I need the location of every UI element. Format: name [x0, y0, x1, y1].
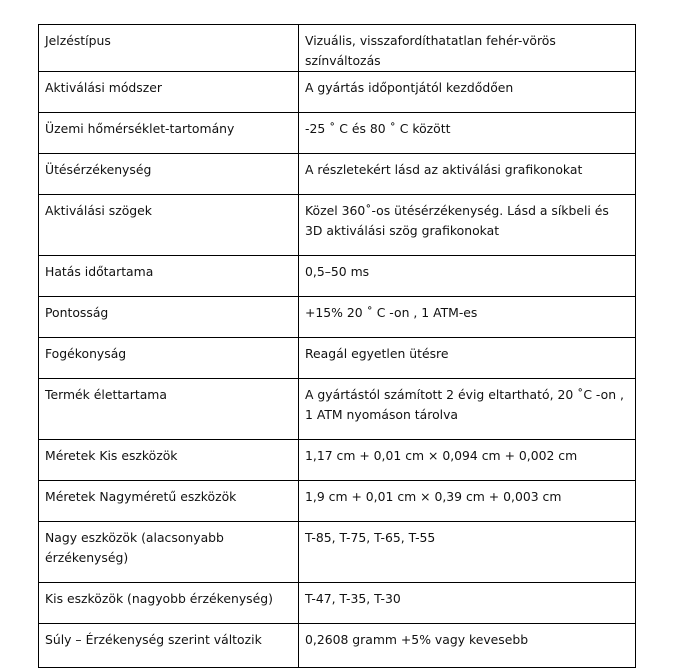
table-row	[39, 113, 636, 154]
table-row	[39, 297, 636, 338]
row-value: 0,5–50 ms	[299, 256, 636, 297]
row-label: Súly – Érzékenység szerint változik	[39, 624, 299, 668]
row-value: A gyártástól számított 2 évig eltartható, 20 ˚C -on , 1 ATM nyomáson tárolva	[299, 379, 636, 440]
row-value: Vizuális, visszafordíthatatlan fehér-vörös színváltozás	[299, 25, 636, 72]
row-label: Méretek Nagyméretű eszközök	[39, 481, 299, 522]
table-row	[39, 195, 636, 256]
row-label: Méretek Kis eszközök	[39, 440, 299, 481]
row-label: Ütésérzékenység	[39, 154, 299, 195]
table-row	[39, 72, 636, 113]
row-value: T-47, T-35, T-30	[299, 583, 636, 624]
row-label: Hatás időtartama	[39, 256, 299, 297]
table-row	[39, 440, 636, 481]
row-label: Jelzéstípus	[39, 25, 299, 72]
row-label: Termék élettartama	[39, 379, 299, 440]
row-label: Pontosság	[39, 297, 299, 338]
row-value: +15% 20 ˚ C -on , 1 ATM-es	[299, 297, 636, 338]
row-label: Aktiválási szögek	[39, 195, 299, 256]
row-label: Üzemi hőmérséklet-tartomány	[39, 113, 299, 154]
row-label: Aktiválási módszer	[39, 72, 299, 113]
specification-table	[38, 24, 636, 668]
table-row	[39, 25, 636, 72]
table-row	[39, 624, 636, 668]
row-value: A gyártás időpontjától kezdődően	[299, 72, 636, 113]
row-label: Fogékonyság	[39, 338, 299, 379]
row-value: -25 ˚ C és 80 ˚ C között	[299, 113, 636, 154]
table-row	[39, 338, 636, 379]
table-row	[39, 522, 636, 583]
row-value: Közel 360˚-os ütésérzékenység. Lásd a síkbeli és 3D aktiválási szög grafikonokat	[299, 195, 636, 256]
table-row	[39, 379, 636, 440]
row-value: Reagál egyetlen ütésre	[299, 338, 636, 379]
row-value: A részletekért lásd az aktiválási grafikonokat	[299, 154, 636, 195]
table-row	[39, 583, 636, 624]
row-value: 0,2608 gramm +5% vagy kevesebb	[299, 624, 636, 668]
row-value: T-85, T-75, T-65, T-55	[299, 522, 636, 583]
row-label: Nagy eszközök (alacsonyabb érzékenység)	[39, 522, 299, 583]
table-row	[39, 481, 636, 522]
table-row	[39, 256, 636, 297]
row-value: 1,9 cm + 0,01 cm × 0,39 cm + 0,003 cm	[299, 481, 636, 522]
row-label: Kis eszközök (nagyobb érzékenység)	[39, 583, 299, 624]
row-value: 1,17 cm + 0,01 cm × 0,094 cm + 0,002 cm	[299, 440, 636, 481]
table-row	[39, 154, 636, 195]
